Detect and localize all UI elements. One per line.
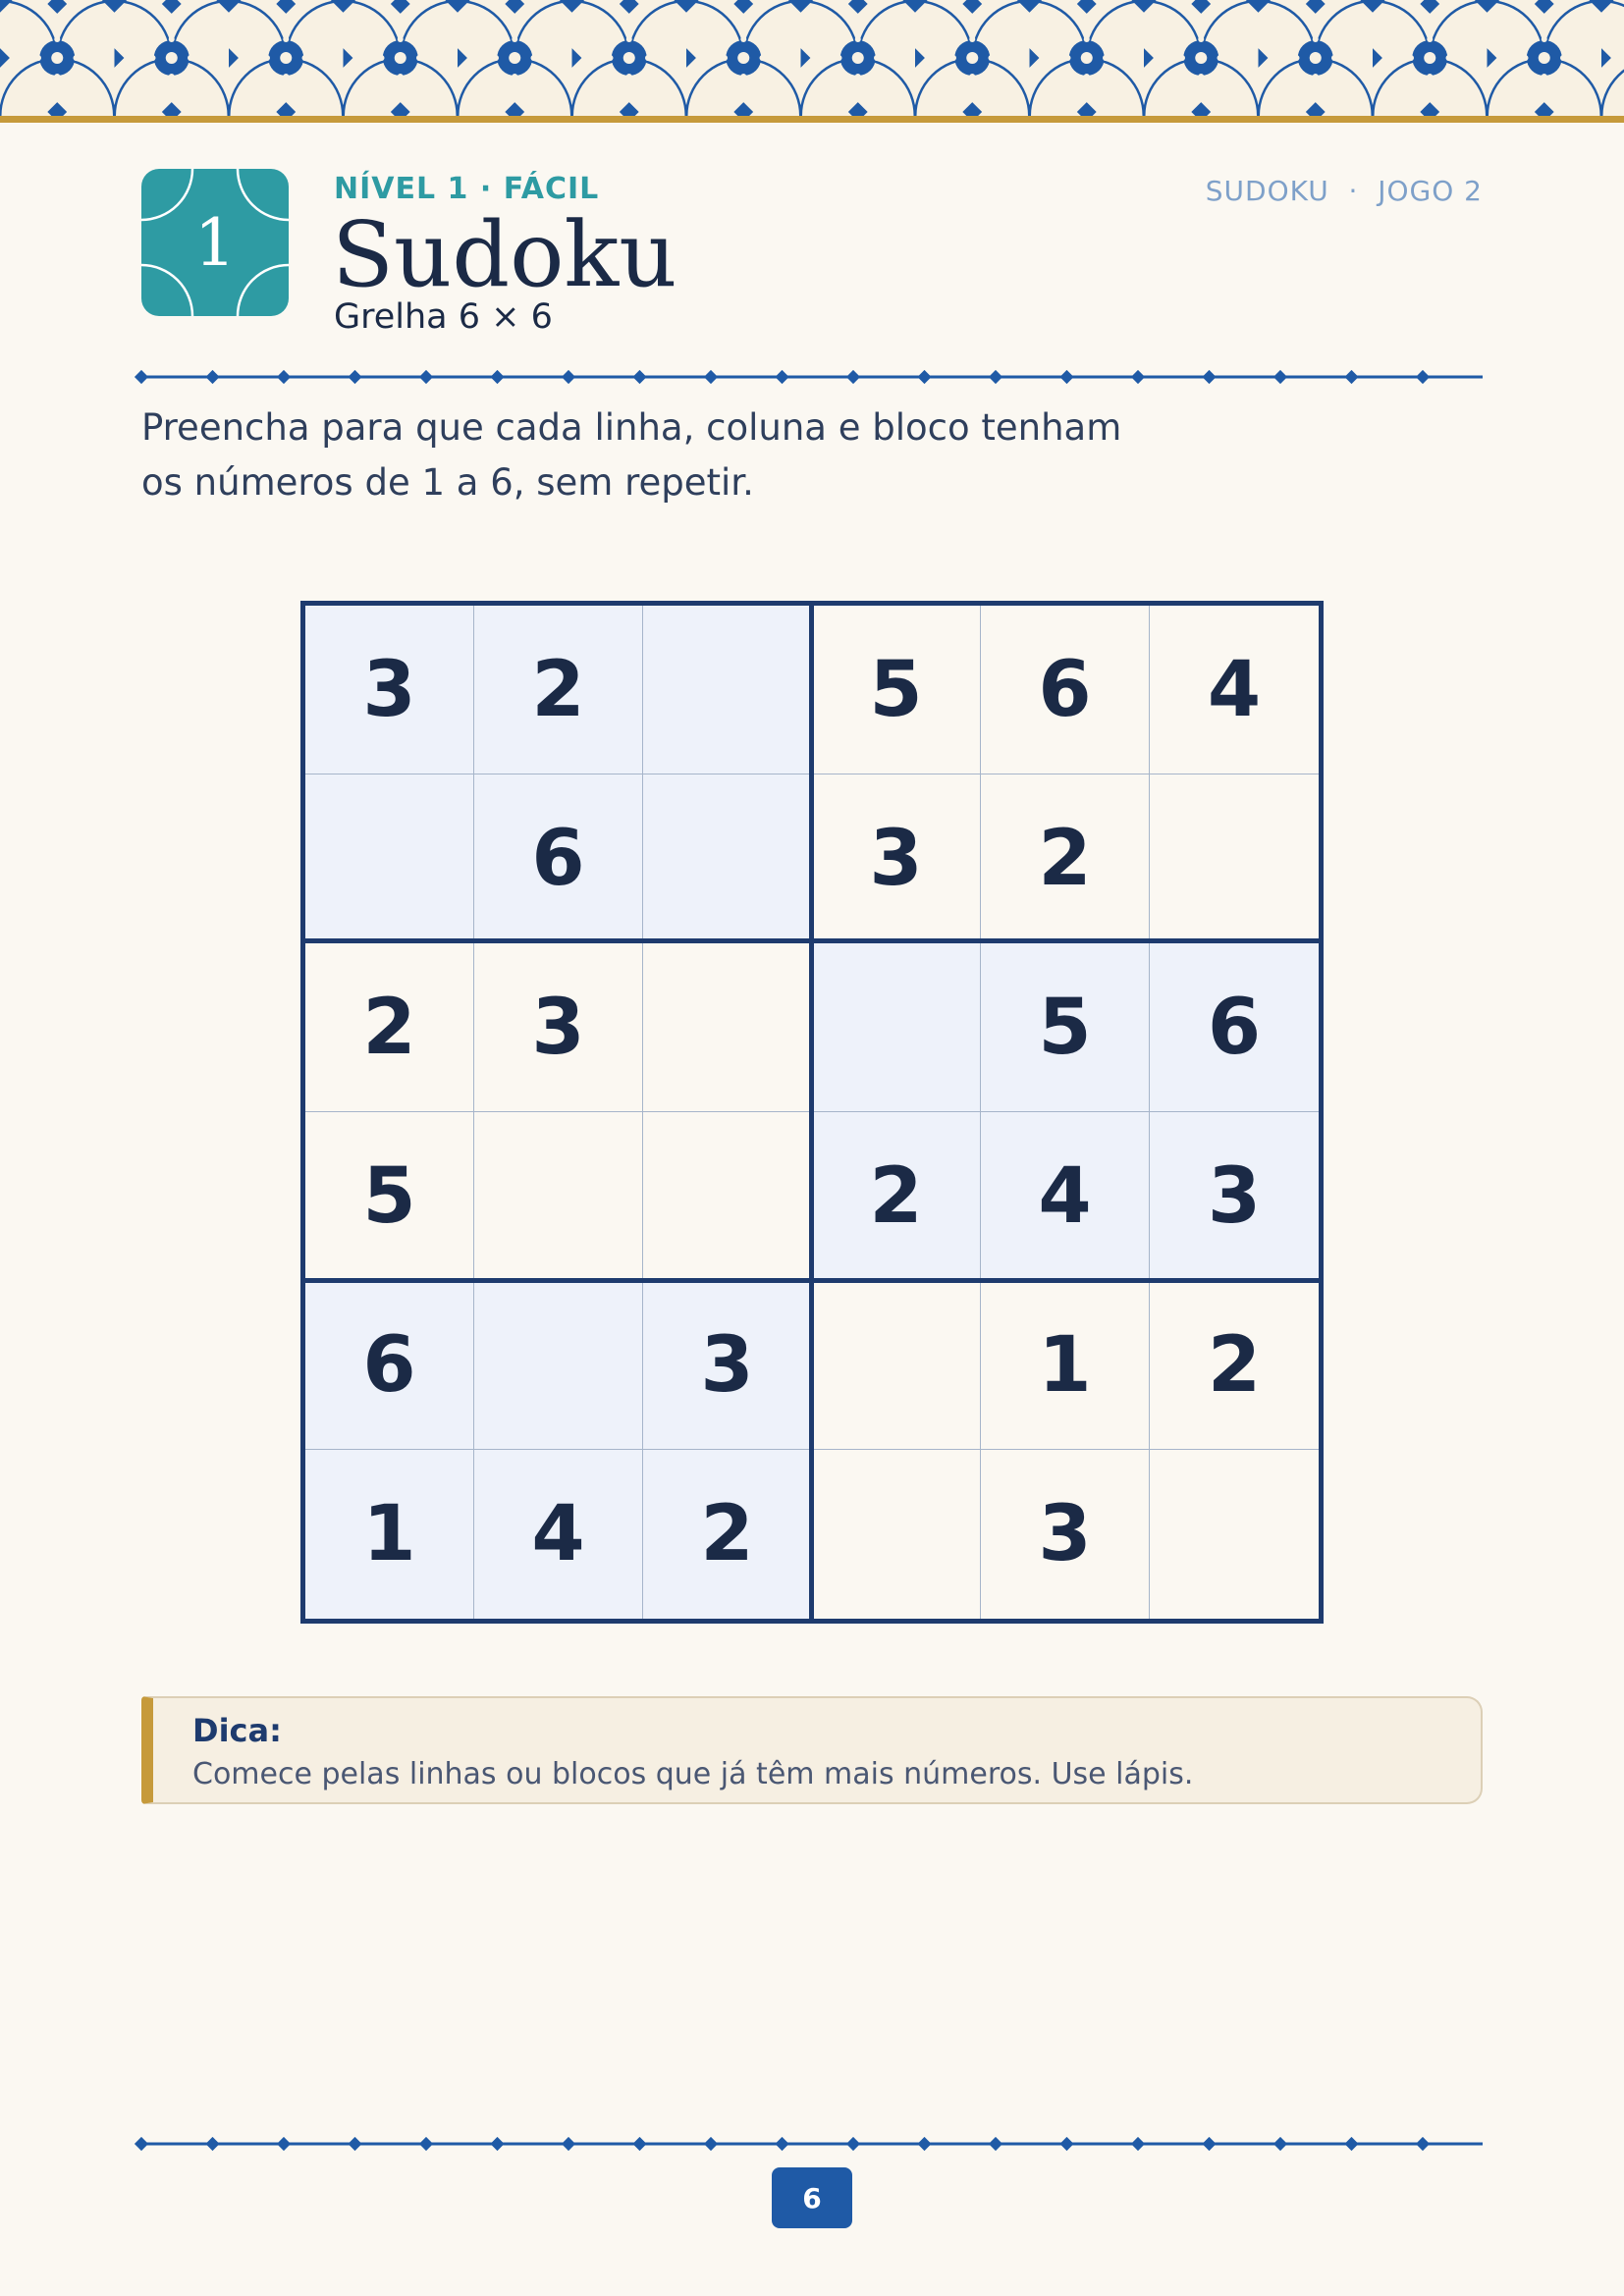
divider-diamond: [632, 2137, 646, 2151]
divider-diamond: [917, 370, 931, 384]
sudoku-cell-r2-c1[interactable]: [305, 774, 474, 943]
divider-diamond: [989, 2137, 1002, 2151]
divider-diamond: [989, 370, 1002, 384]
divider-diamond: [775, 370, 788, 384]
level-label: NÍVEL 1 · FÁCIL: [334, 172, 600, 206]
divider-diamond: [135, 2137, 148, 2151]
banner-gold-rule: [0, 116, 1624, 123]
divider-diamond: [135, 370, 148, 384]
level-badge: [141, 169, 289, 316]
sudoku-cell-r4-c6[interactable]: 3: [1150, 1112, 1319, 1281]
divider-diamond: [1416, 370, 1430, 384]
sudoku-cell-r4-c5[interactable]: 4: [981, 1112, 1150, 1281]
divider-diamond: [1273, 2137, 1287, 2151]
instructions: [141, 400, 1300, 510]
sudoku-cell-r5-c1[interactable]: 6: [305, 1281, 474, 1450]
sudoku-cell-r2-c4[interactable]: 3: [812, 774, 981, 943]
sudoku-cell-r3-c1[interactable]: 2: [305, 943, 474, 1112]
sudoku-cell-r4-c3[interactable]: [643, 1112, 812, 1281]
sudoku-cell-r3-c4[interactable]: [812, 943, 981, 1112]
divider-diamond: [1273, 370, 1287, 384]
sudoku-cell-r2-c2[interactable]: 6: [474, 774, 643, 943]
sudoku-cell-r2-c3[interactable]: [643, 774, 812, 943]
instructions-line-1: Preencha para que cada linha, coluna e bloco tenham: [141, 406, 1122, 449]
page-subtitle: Grelha 6 × 6: [334, 297, 553, 337]
sudoku-cell-r4-c1[interactable]: 5: [305, 1112, 474, 1281]
divider-diamond: [632, 370, 646, 384]
divider-diamond: [1131, 370, 1145, 384]
sudoku-cell-r4-c4[interactable]: 2: [812, 1112, 981, 1281]
sudoku-cell-r4-c2[interactable]: [474, 1112, 643, 1281]
sudoku-cell-r1-c6[interactable]: 4: [1150, 606, 1319, 774]
sudoku-cell-r1-c1[interactable]: 3: [305, 606, 474, 774]
sudoku-cell-r3-c2[interactable]: 3: [474, 943, 643, 1112]
sudoku-cell-r3-c5[interactable]: 5: [981, 943, 1150, 1112]
block-divider-horizontal-2: [300, 1278, 1324, 1283]
divider-diamond: [1131, 2137, 1145, 2151]
page-number: 6: [772, 2167, 852, 2228]
tip-text: Comece pelas linhas ou blocos que já têm mais números. Use lápis.: [192, 1757, 1194, 1791]
divider-diamond: [1202, 370, 1216, 384]
divider-diamond: [846, 2137, 860, 2151]
divider-diamond: [348, 2137, 361, 2151]
sudoku-cell-r5-c3[interactable]: 3: [643, 1281, 812, 1450]
running-head: SUDOKU · JOGO 2: [1205, 175, 1483, 207]
sudoku-board: [300, 601, 1324, 1624]
top-divider: [134, 365, 1483, 389]
sudoku-cell-r6-c4[interactable]: [812, 1450, 981, 1619]
divider-diamond: [419, 2137, 433, 2151]
sudoku-cell-r6-c6[interactable]: [1150, 1450, 1319, 1619]
divider-diamond: [1059, 370, 1073, 384]
divider-diamond: [704, 2137, 718, 2151]
sudoku-cell-r3-c3[interactable]: [643, 943, 812, 1112]
divider-diamond: [277, 2137, 291, 2151]
level-number: 1: [194, 204, 236, 281]
sudoku-cell-r1-c2[interactable]: 2: [474, 606, 643, 774]
instructions-line-2: os números de 1 a 6, sem repetir.: [141, 461, 754, 504]
divider-diamond: [205, 2137, 219, 2151]
sudoku-cell-r6-c2[interactable]: 4: [474, 1450, 643, 1619]
sudoku-cell-r2-c6[interactable]: [1150, 774, 1319, 943]
tip-title: Dica:: [192, 1712, 282, 1749]
block-divider-horizontal-1: [300, 938, 1324, 943]
sudoku-cell-r1-c5[interactable]: 6: [981, 606, 1150, 774]
sudoku-cell-r2-c5[interactable]: 2: [981, 774, 1150, 943]
divider-diamond: [846, 370, 860, 384]
tip-box: [141, 1696, 1483, 1804]
bottom-divider: [134, 2132, 1483, 2156]
divider-diamond: [1059, 2137, 1073, 2151]
divider-diamond: [562, 370, 575, 384]
divider-diamond: [562, 2137, 575, 2151]
divider-diamond: [1202, 2137, 1216, 2151]
sudoku-cell-r1-c4[interactable]: 5: [812, 606, 981, 774]
divider-diamond: [419, 370, 433, 384]
divider-diamond: [917, 2137, 931, 2151]
sudoku-cell-r6-c1[interactable]: 1: [305, 1450, 474, 1619]
divider-diamond: [775, 2137, 788, 2151]
divider-diamond: [277, 370, 291, 384]
sudoku-cell-r5-c4[interactable]: [812, 1281, 981, 1450]
divider-diamond: [348, 370, 361, 384]
divider-diamond: [490, 370, 504, 384]
sudoku-cell-r5-c2[interactable]: [474, 1281, 643, 1450]
azulejo-pattern-banner: [0, 0, 1624, 116]
divider-diamond: [1344, 2137, 1358, 2151]
divider-diamond: [704, 370, 718, 384]
sudoku-cell-r1-c3[interactable]: [643, 606, 812, 774]
sudoku-cell-r5-c6[interactable]: 2: [1150, 1281, 1319, 1450]
sudoku-cell-r5-c5[interactable]: 1: [981, 1281, 1150, 1450]
divider-diamond: [1416, 2137, 1430, 2151]
sudoku-cell-r3-c6[interactable]: 6: [1150, 943, 1319, 1112]
sudoku-cell-r6-c3[interactable]: 2: [643, 1450, 812, 1619]
sudoku-cell-r6-c5[interactable]: 3: [981, 1450, 1150, 1619]
page-title: Sudoku: [332, 202, 677, 307]
block-divider-vertical: [809, 601, 814, 1624]
divider-diamond: [1344, 370, 1358, 384]
divider-diamond: [205, 370, 219, 384]
divider-diamond: [490, 2137, 504, 2151]
